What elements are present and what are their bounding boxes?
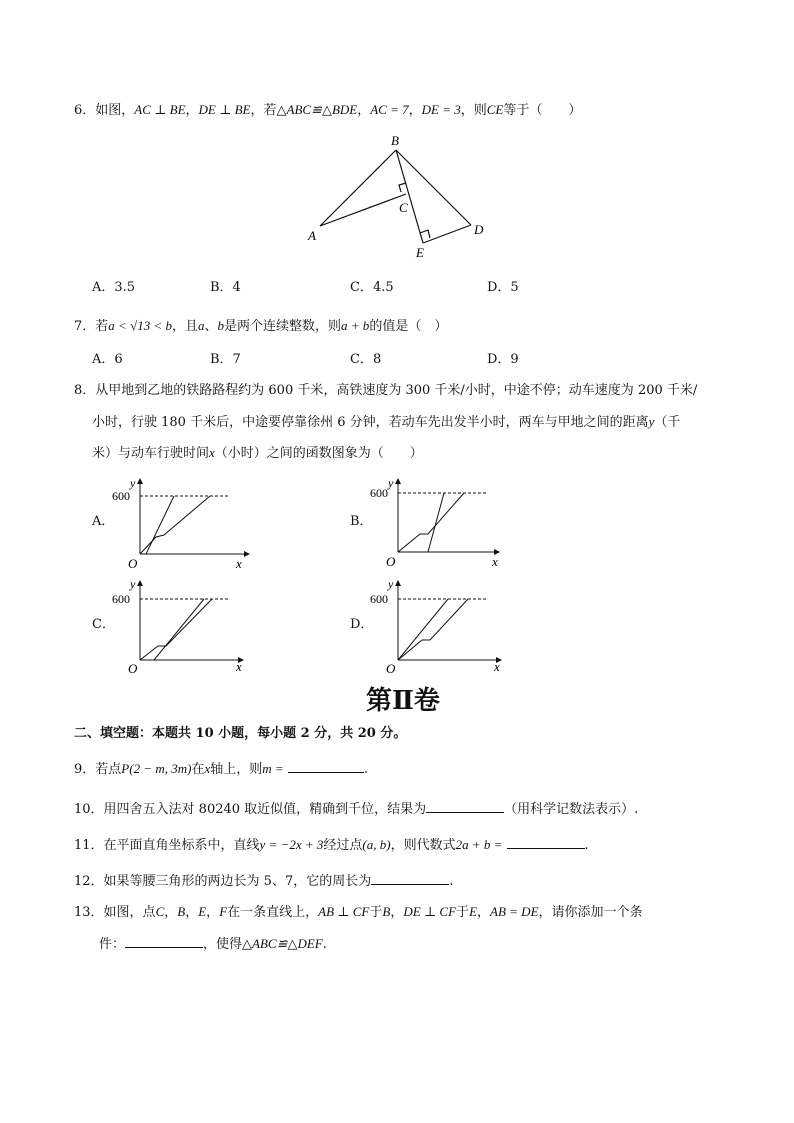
q9-stem: 9．若点P(2 − m, 3m)在x轴上，则m = . <box>74 761 368 777</box>
q8-line2: 小时，行驶 180 千米后，中途要停靠徐州 6 分钟，若动车先出发半小时，两车与甲地之间的距离y（千 <box>92 414 681 430</box>
y-600-label: 600 <box>370 592 388 606</box>
q8-option-d[interactable]: D． <box>350 617 374 632</box>
q13-line1: 13．如图，点C，B，E，F在一条直线上，AB ⊥ CF于B，DE ⊥ CF于E，AB = DE，请你添加一个条 <box>74 904 643 920</box>
q6-option-d[interactable]: D．5 <box>487 280 519 295</box>
origin-label: O <box>128 556 138 570</box>
q8-graph-c[interactable] <box>112 576 260 674</box>
q11-stem: 11．在平面直角坐标系中，直线y = −2x + 3经过点(a, b)，则代数式2a + b = . <box>74 837 589 853</box>
q8-option-c[interactable]: C． <box>92 617 115 632</box>
y-600-label: 600 <box>112 592 130 606</box>
origin-label: O <box>128 661 138 674</box>
label-b: B <box>391 133 399 148</box>
q12-answer-blank[interactable] <box>371 872 449 885</box>
label-a: A <box>308 228 316 243</box>
label-e: E <box>416 245 424 260</box>
label-c: C <box>399 200 408 215</box>
q7-option-a[interactable]: A．6 <box>92 352 123 367</box>
x-axis-label: x <box>236 659 242 674</box>
q9-answer-blank[interactable] <box>288 760 364 773</box>
y-600-label: 600 <box>370 486 388 500</box>
q7-option-b[interactable]: B．7 <box>210 352 241 367</box>
part-two-title: 第Ⅱ卷 <box>366 686 440 716</box>
x-axis-label: x <box>492 554 498 569</box>
q6-option-b[interactable]: B．4 <box>210 280 241 295</box>
q8-graph-d[interactable] <box>370 576 510 674</box>
q8-option-a[interactable]: A． <box>92 514 115 529</box>
q7-option-c[interactable]: C．8 <box>350 352 382 367</box>
q13-line2: 件： ，使得△ABC≌△DEF. <box>99 936 327 952</box>
q7-stem: 7．若a < √13 < b，且a、b是两个连续整数，则a + b的值是（ ） <box>74 318 448 334</box>
q6-stem: 6．如图，AC ⊥ BE，DE ⊥ BE，若△ABC≌△BDE，AC = 7，DE = 3，则CE等于（ ） <box>74 102 582 118</box>
q8-graph-a[interactable] <box>112 476 260 570</box>
origin-label: O <box>386 554 396 569</box>
y-axis-label: y <box>130 577 136 591</box>
y-axis-label: y <box>130 476 136 490</box>
q7-option-d[interactable]: D．9 <box>487 352 519 367</box>
origin-label: O <box>386 661 396 674</box>
y-axis-label: y <box>388 476 394 490</box>
q11-answer-blank[interactable] <box>507 836 585 849</box>
y-axis-label: y <box>388 577 394 591</box>
q6-option-c[interactable]: C．4.5 <box>350 280 394 295</box>
q8-line3: 米）与动车行驶时间x（小时）之间的函数图象为（ ） <box>92 445 423 461</box>
y-600-label: 600 <box>112 489 130 503</box>
section-two-heading: 二、填空题：本题共 10 小题，每小题 2 分，共 20 分。 <box>74 726 407 741</box>
q8-line1: 8．从甲地到乙地的铁路路程约为 600 千米，高铁速度为 300 千米/小时，中途不停；动车速度为 200 千米/ <box>74 383 698 398</box>
q10-stem: 10．用四舍五入法对 80240 取近似值，精确到千位，结果为 （用科学记数法表示）. <box>74 802 639 817</box>
q6-triangle-figure <box>300 130 500 260</box>
x-axis-label: x <box>236 556 242 570</box>
q6-option-a[interactable]: A．3.5 <box>92 280 136 295</box>
q8-graph-b[interactable] <box>370 476 505 570</box>
q12-stem: 12．如果等腰三角形的两边长为 5、7，它的周长为 . <box>74 874 454 889</box>
q8-option-b[interactable]: B． <box>350 514 373 529</box>
label-d: D <box>474 222 484 237</box>
q10-answer-blank[interactable] <box>426 800 504 813</box>
x-axis-label: x <box>494 659 500 674</box>
q13-answer-blank[interactable] <box>125 935 203 948</box>
